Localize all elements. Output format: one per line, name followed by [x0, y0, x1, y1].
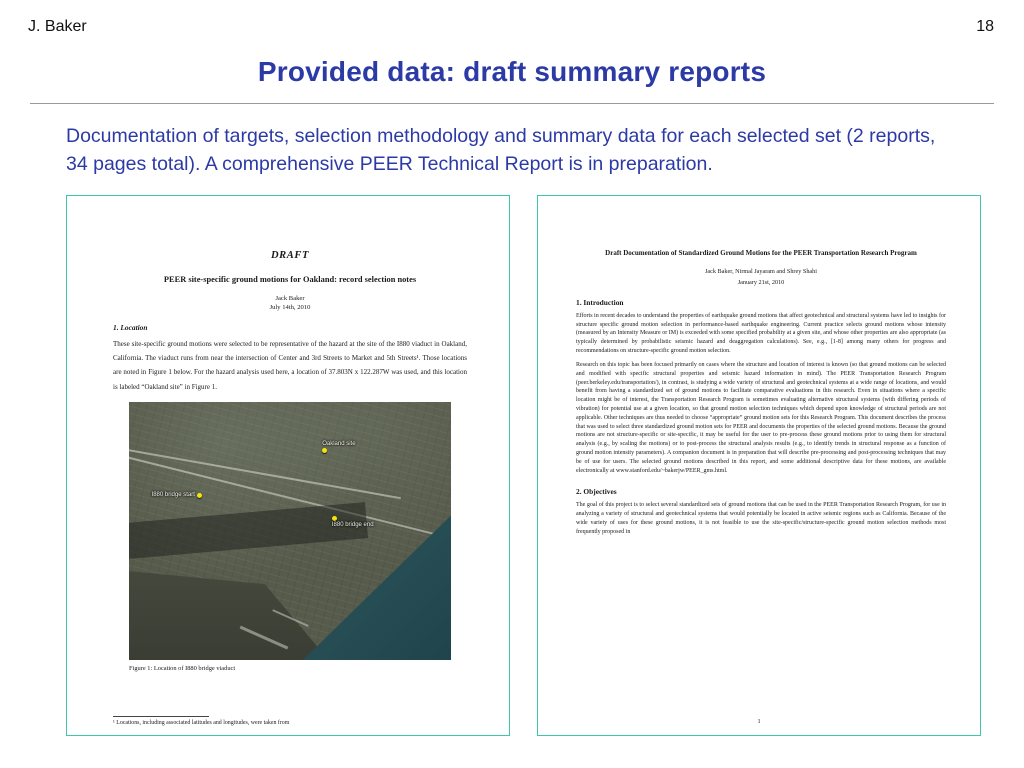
right-report-date: January 21st, 2010	[737, 278, 785, 286]
right-intro-paragraph-1: Efforts in recent decades to understand the properties of earthquake ground motions that affect geotechnical and structural systems have led to insights for structure specific ground motion selection in performance-based earthquake engineering. Current practice selects ground motions whose intensity (measured by an Intensity Measure or IM) is exceeded with some specified probability at a given site, and whose other properties are also appropriate (as typically determined by probabilistic seismic hazard and deaggregation calculations). See, e.g., [1-8] among many others for progress and recommendations on structure-specific ground motion selection.	[576, 312, 946, 355]
right-section2-heading: 2. Objectives	[576, 487, 617, 497]
right-intro-paragraph-2: Research on this topic has been focused primarily on cases where the structure and location of interest is known (so that ground motions can be selected and modified with specific structural properties and seismic hazard information in mind). The PEER Transportation Research Program (peer.berkeley.edu/transportation/), in contrast, is studying a wide variety of structural and geotechnical systems at a wide range of locations, and would benefit from having a standardized set of ground motions to facilitate comparative evaluations in this research. Even in situations where a specific location might be of interest, the Transportation Research Program is sometimes evaluating alternative structural systems (with differing periods of vibration) for potential use at a given location, so that ground motion selection techniques which depend upon knowledge of structural periods are not applicable. Other techniques are thus needed to choose “appropriate” ground motion sets for this Research Program. This document describes the process that was used to select three standardized ground motion sets for PEER and documents the properties of the selected ground motions. Because the ground motions are not structure-specific or site-specific, it may be useful for the user to pre-process these ground motions prior to using them for structural analysis (e.g., by scaling the motions) or to post-process the structural analysis results (e.g., to identify trends in structural response as a function of ground motion intensity parameters). A companion document is in preparation that will describe pre-processing and post-processing techniques that may be of use for users. The selected ground motions described in this report, and some additional descriptive data for these motions, are available electronically at www.stanford.edu/~bakerjw/PEER_gms.html.	[576, 361, 946, 474]
satellite-map	[129, 402, 451, 660]
footnote-text: ¹ Locations, including associated latitudes and longitudes, were taken from	[113, 720, 290, 726]
left-section-heading: 1. Location	[113, 322, 148, 332]
marker-bridge-start	[152, 492, 202, 498]
figure-1	[129, 402, 451, 672]
right-report-thumbnail	[537, 195, 981, 736]
left-report-author: Jack Baker	[275, 294, 305, 302]
left-section-text: These site-specific ground motions were selected to be representative of the hazard at the site of the I880 viaduct in Oakland, California. The viaduct runs from near the intersection of Center and 3rd Streets to Market and 5th Streets¹. Those locations are noted in Figure 1 below. For the hazard analysis used here, a location of 37.803N x 122.287W was used, and this location is labeled “Oakland site” in Figure 1.	[113, 339, 467, 391]
right-page-number: 1	[757, 718, 761, 725]
draft-label: DRAFT	[270, 250, 309, 261]
left-report-title: PEER site-specific ground motions for Oakland: record selection notes	[163, 275, 417, 284]
port-area	[129, 552, 329, 660]
right-objectives-paragraph: The goal of this project is to select several standardized sets of ground motions that can be used in the PEER Transportation Research Program, for use in analyzing a variety of structural and geotechnical systems that would potentially be located in active seismic regions such as California. Because of the wide variety of uses for these ground motions, it is not feasible to use the site-specific/structure-specific ground motion selection methods most frequently proposed in	[576, 502, 946, 535]
right-report-authors: Jack Baker, Nirmal Jayaram and Shrey Shahi	[705, 267, 817, 275]
map-pin-icon	[322, 448, 327, 453]
slide-title: Provided data: draft summary reports	[257, 56, 767, 87]
marker-bridge-start-label: I880 bridge start	[151, 492, 195, 499]
right-section1-heading: 1. Introduction	[576, 297, 624, 307]
map-pin-icon	[197, 493, 202, 498]
marker-bridge-end	[332, 516, 374, 528]
slide-author: J. Baker	[28, 18, 87, 35]
railyard-strip	[129, 502, 368, 560]
title-divider	[30, 103, 994, 104]
figure-caption: Figure 1: Location of I880 bridge viaduct	[129, 664, 236, 672]
left-report-date: July 14th, 2010	[269, 303, 311, 311]
marker-bridge-end-label: I880 bridge end	[331, 521, 374, 528]
right-report-page	[538, 196, 980, 735]
left-report-page	[67, 196, 509, 735]
map-pin-icon	[332, 516, 337, 521]
lead-paragraph: Documentation of targets, selection methodology and summary data for each selected set (2 reports, 34 pages total). A comprehensive PEER Technical Report is in preparation.	[66, 125, 936, 175]
left-report-thumbnail	[66, 195, 510, 736]
footnote-area	[113, 716, 413, 726]
footnote-rule	[113, 716, 209, 717]
right-report-title: Draft Documentation of Standardized Ground Motions for the PEER Transportation Research Program	[605, 249, 917, 257]
slide-page-number: 18	[976, 18, 994, 35]
marker-oakland-site-label: Oakland site	[322, 440, 356, 447]
marker-oakland-site	[322, 441, 355, 453]
